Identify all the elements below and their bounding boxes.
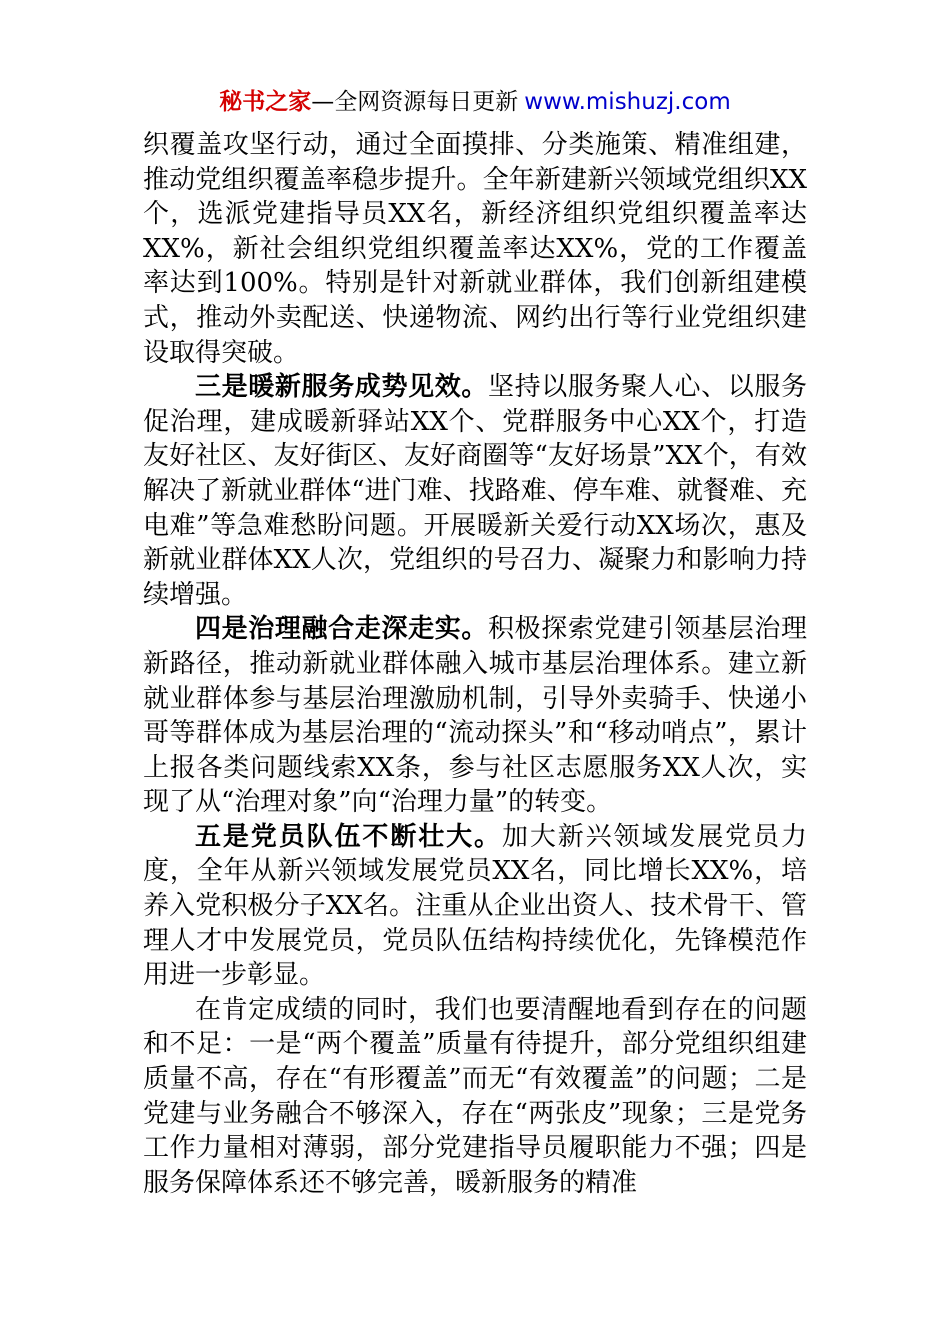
paragraph-text: 在肯定成绩的同时，我们也要清醒地看到存在的问题和不足：一是“两个覆盖”质量有待提升，部分党组织组建质量不高，存在“有形覆盖”而无“有效覆盖”的问题；二是党建与业务融合不够深入，存在“两张皮”现象；三是党务工作力量相对薄弱，部分党建指导员履职能力不强；四是服务保障体系还不够完善，暖新服务的精准 — [143, 994, 807, 1198]
paragraph-5 — [143, 993, 807, 1201]
header-url-link[interactable]: www.mishuzj.com — [524, 89, 731, 115]
paragraph-2 — [143, 370, 807, 612]
paragraph-text: 加大新兴领域发展党员力度，全年从新兴领域发展党员XX名，同比增长XX%，培养入党积极分子XX名。注重从企业出资人、技术骨干、管理人才中发展党员，党员队伍结构持续优化，先锋模范作用进一步彰显。 — [143, 821, 807, 991]
document-body — [143, 128, 807, 1200]
paragraph-lead: 五是党员队伍不断壮大。 — [195, 821, 502, 852]
paragraph-3 — [143, 612, 807, 820]
header-dash: — — [311, 89, 335, 115]
page-header — [0, 86, 950, 118]
paragraph-lead: 三是暖新服务成势见效。 — [195, 372, 488, 403]
paragraph-text: 积极探索党建引领基层治理新路径，推动新就业群体融入城市基层治理体系。建立新就业群体参与基层治理激励机制，引导外卖骑手、快递小哥等群体成为基层治理的“流动探头”和“移动哨点”，累计上报各类问题线索XX条，参与社区志愿服务XX人次，实现了从“治理对象”向“治理力量”的转变。 — [143, 614, 807, 818]
paragraph-1 — [143, 128, 807, 370]
header-brand: 秘书之家 — [219, 89, 312, 115]
paragraph-text: 织覆盖攻坚行动，通过全面摸排、分类施策、精准组建，推动党组织覆盖率稳步提升。全年新建新兴领域党组织XX个，选派党建指导员XX名，新经济组织党组织覆盖率达XX%，新社会组织党组织覆盖率达XX%，党的工作覆盖率达到100%。特别是针对新就业群体，我们创新组建模式，推动外卖配送、快递物流、网约出行等行业党组织建设取得突破。 — [143, 130, 807, 368]
paragraph-text: 坚持以服务聚人心、以服务促治理，建成暖新驿站XX个、党群服务中心XX个，打造友好社区、友好街区、友好商圈等“友好场景”XX个，有效解决了新就业群体“进门难、找路难、停车难、就餐难、充电难”等急难愁盼问题。开展暖新关爱行动XX场次，惠及新就业群体XX人次，党组织的号召力、凝聚力和影响力持续增强。 — [143, 372, 807, 610]
paragraph-4 — [143, 820, 807, 993]
paragraph-lead: 四是治理融合走深走实。 — [195, 614, 488, 645]
header-slogan: 全网资源每日更新 — [334, 89, 519, 115]
